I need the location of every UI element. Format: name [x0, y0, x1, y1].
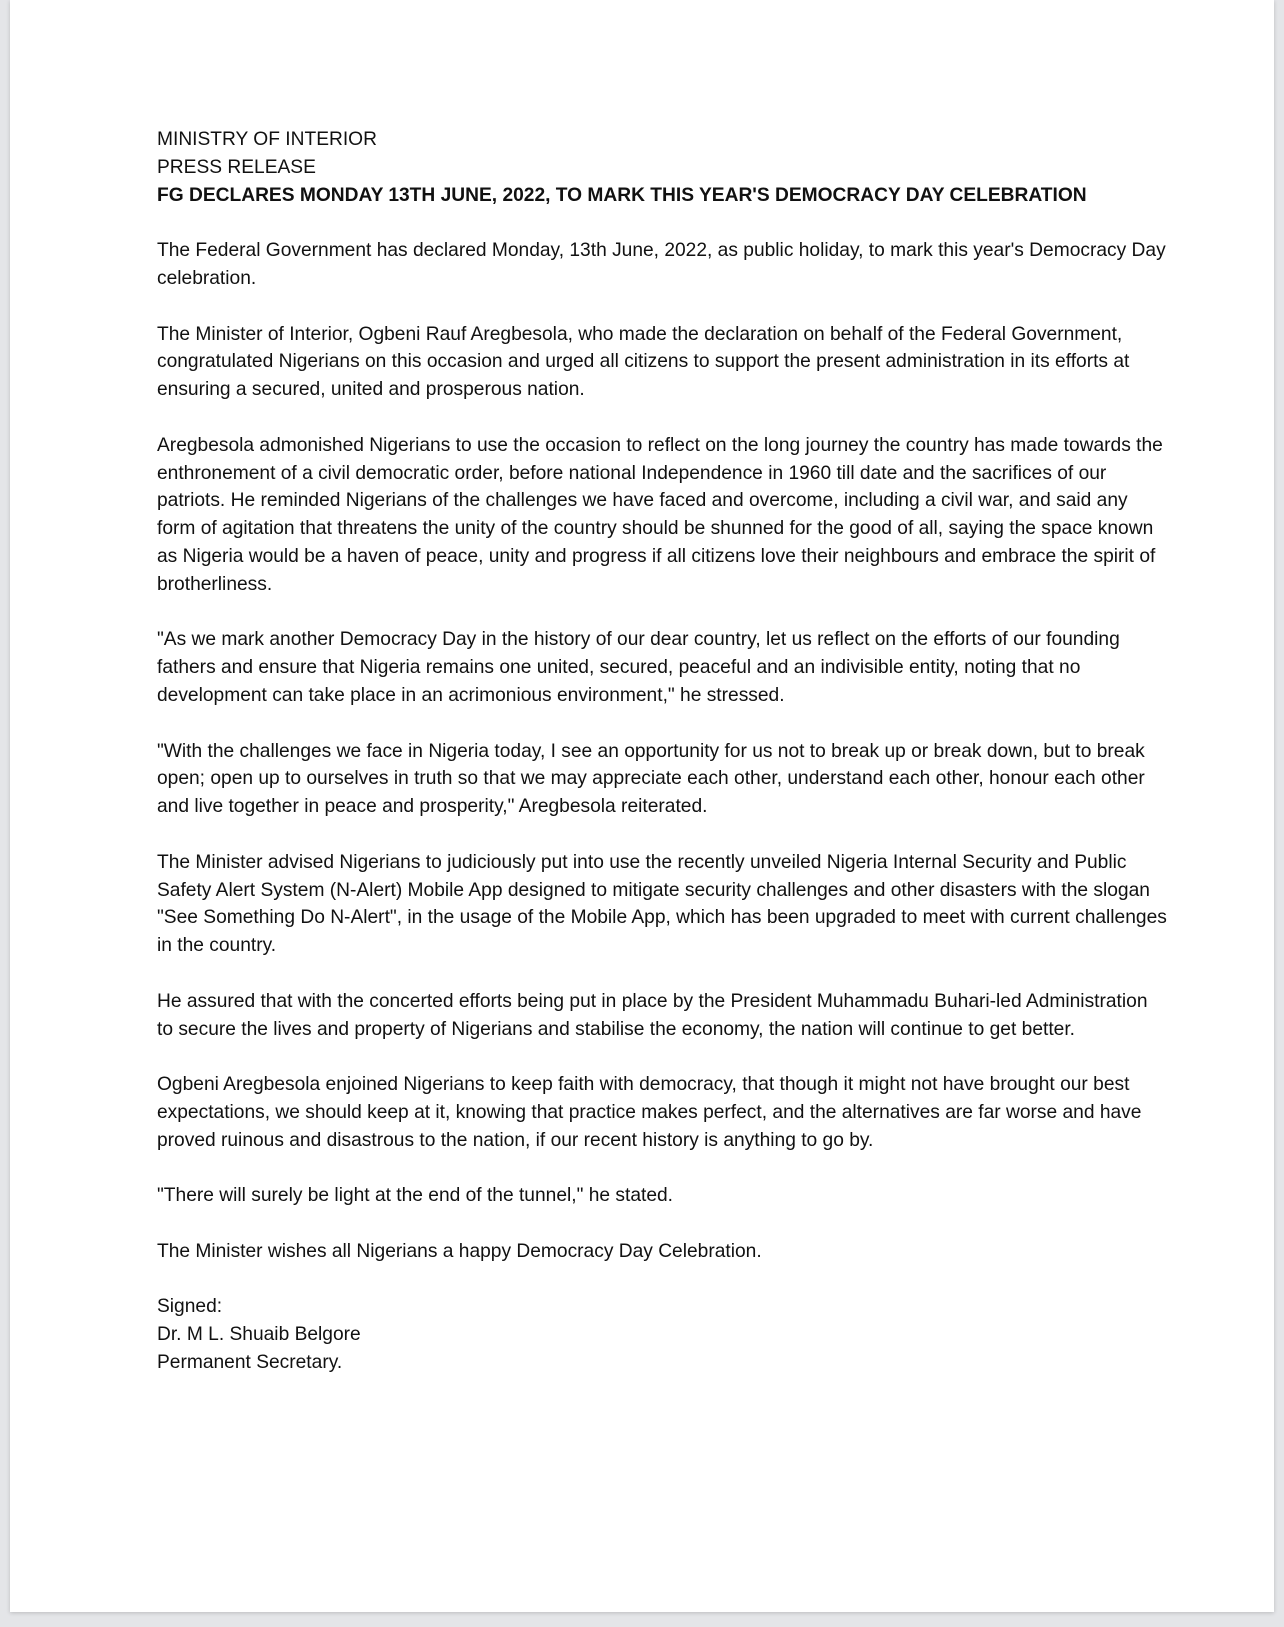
signatory-title: Permanent Secretary. — [157, 1352, 343, 1374]
paragraph-1: The Federal Government has declared Monday, 13th June, 2022, as public holiday, to mark this year's Democracy Day celebration. — [157, 240, 1166, 289]
paragraph-8: Ogbeni Aregbesola enjoined Nigerians to keep faith with democracy, that though it might not have brought our best expectations, we should keep at it, knowing that practice makes perfect, and the alternatives are far worse and have proved ruinous and disastrous to the nation, if our recent history is anything to go by. — [157, 1074, 1142, 1151]
paragraph-9: "There will surely be light at the end of the tunnel," he stated. — [157, 1185, 674, 1207]
signature-block — [157, 1293, 1167, 1376]
press-release — [157, 126, 1167, 1377]
paragraph-2: The Minister of Interior, Ogbeni Rauf Aregbesola, who made the declaration on behalf of the Federal Government, congratulated Nigerians on this occasion and urged all citizens to support the present administration in its efforts at ensuring a secured, united and prosperous nation. — [157, 323, 1130, 401]
signature-label: Signed: — [157, 1296, 223, 1318]
paragraph-7: He assured that with the concerted efforts being put in place by the President Muhammadu Buhari-led Administration to secure the lives and property of Nigerians and stabilise the economy, the nation will continue to get better. — [157, 990, 1148, 1040]
paragraph-6: The Minister advised Nigerians to judiciously put into use the recently unveiled Nigeria Internal Security and Public Safety Alert System (N-Alert) Mobile App designed to mitigate security challenges and other disasters with the slogan "See Something Do N-Alert", in the usage of the Mobile App, which has been upgraded to meet with current challenges in the country. — [157, 851, 1167, 957]
headline: FG DECLARES MONDAY 13TH JUNE, 2022, TO MARK THIS YEAR'S DEMOCRACY DAY CELEBRATION — [157, 184, 1087, 206]
document-page — [10, 0, 1274, 1612]
signatory-name: Dr. M L. Shuaib Belgore — [157, 1324, 361, 1346]
paragraph-10: The Minister wishes all Nigerians a happy Democracy Day Celebration. — [157, 1240, 762, 1262]
ministry-name: MINISTRY OF INTERIOR — [157, 129, 377, 150]
paragraph-3: Aregbesola admonished Nigerians to use the occasion to reflect on the long journey the country has made towards the enthronement of a civil democratic order, before national Independence in 1960 till date and the sacrifices of our patriots. He reminded Nigerians of the challenges we have faced and overcome, including a civil war, and said any form of agitation that threatens the unity of the country should be shunned for the good of all, saying the space known as Nigeria would be a haven of peace, unity and progress if all citizens love their neighbours and embrace the spirit of brotherliness. — [157, 434, 1163, 595]
paragraph-4: "As we mark another Democracy Day in the history of our dear country, let us reflect on the efforts of our founding fathers and ensure that Nigeria remains one united, secured, peaceful and an indivisible entity, noting that no development can take place in an acrimonious environment," he stressed. — [157, 629, 1120, 706]
paragraph-5: "With the challenges we face in Nigeria today, I see an opportunity for us not to break up or break down, but to break open; open up to ourselves in truth so that we may appreciate each other, understand each other, honour each other and live together in peace and prosperity," Aregbesola reiterated. — [157, 740, 1145, 818]
release-type: PRESS RELEASE — [157, 156, 316, 178]
